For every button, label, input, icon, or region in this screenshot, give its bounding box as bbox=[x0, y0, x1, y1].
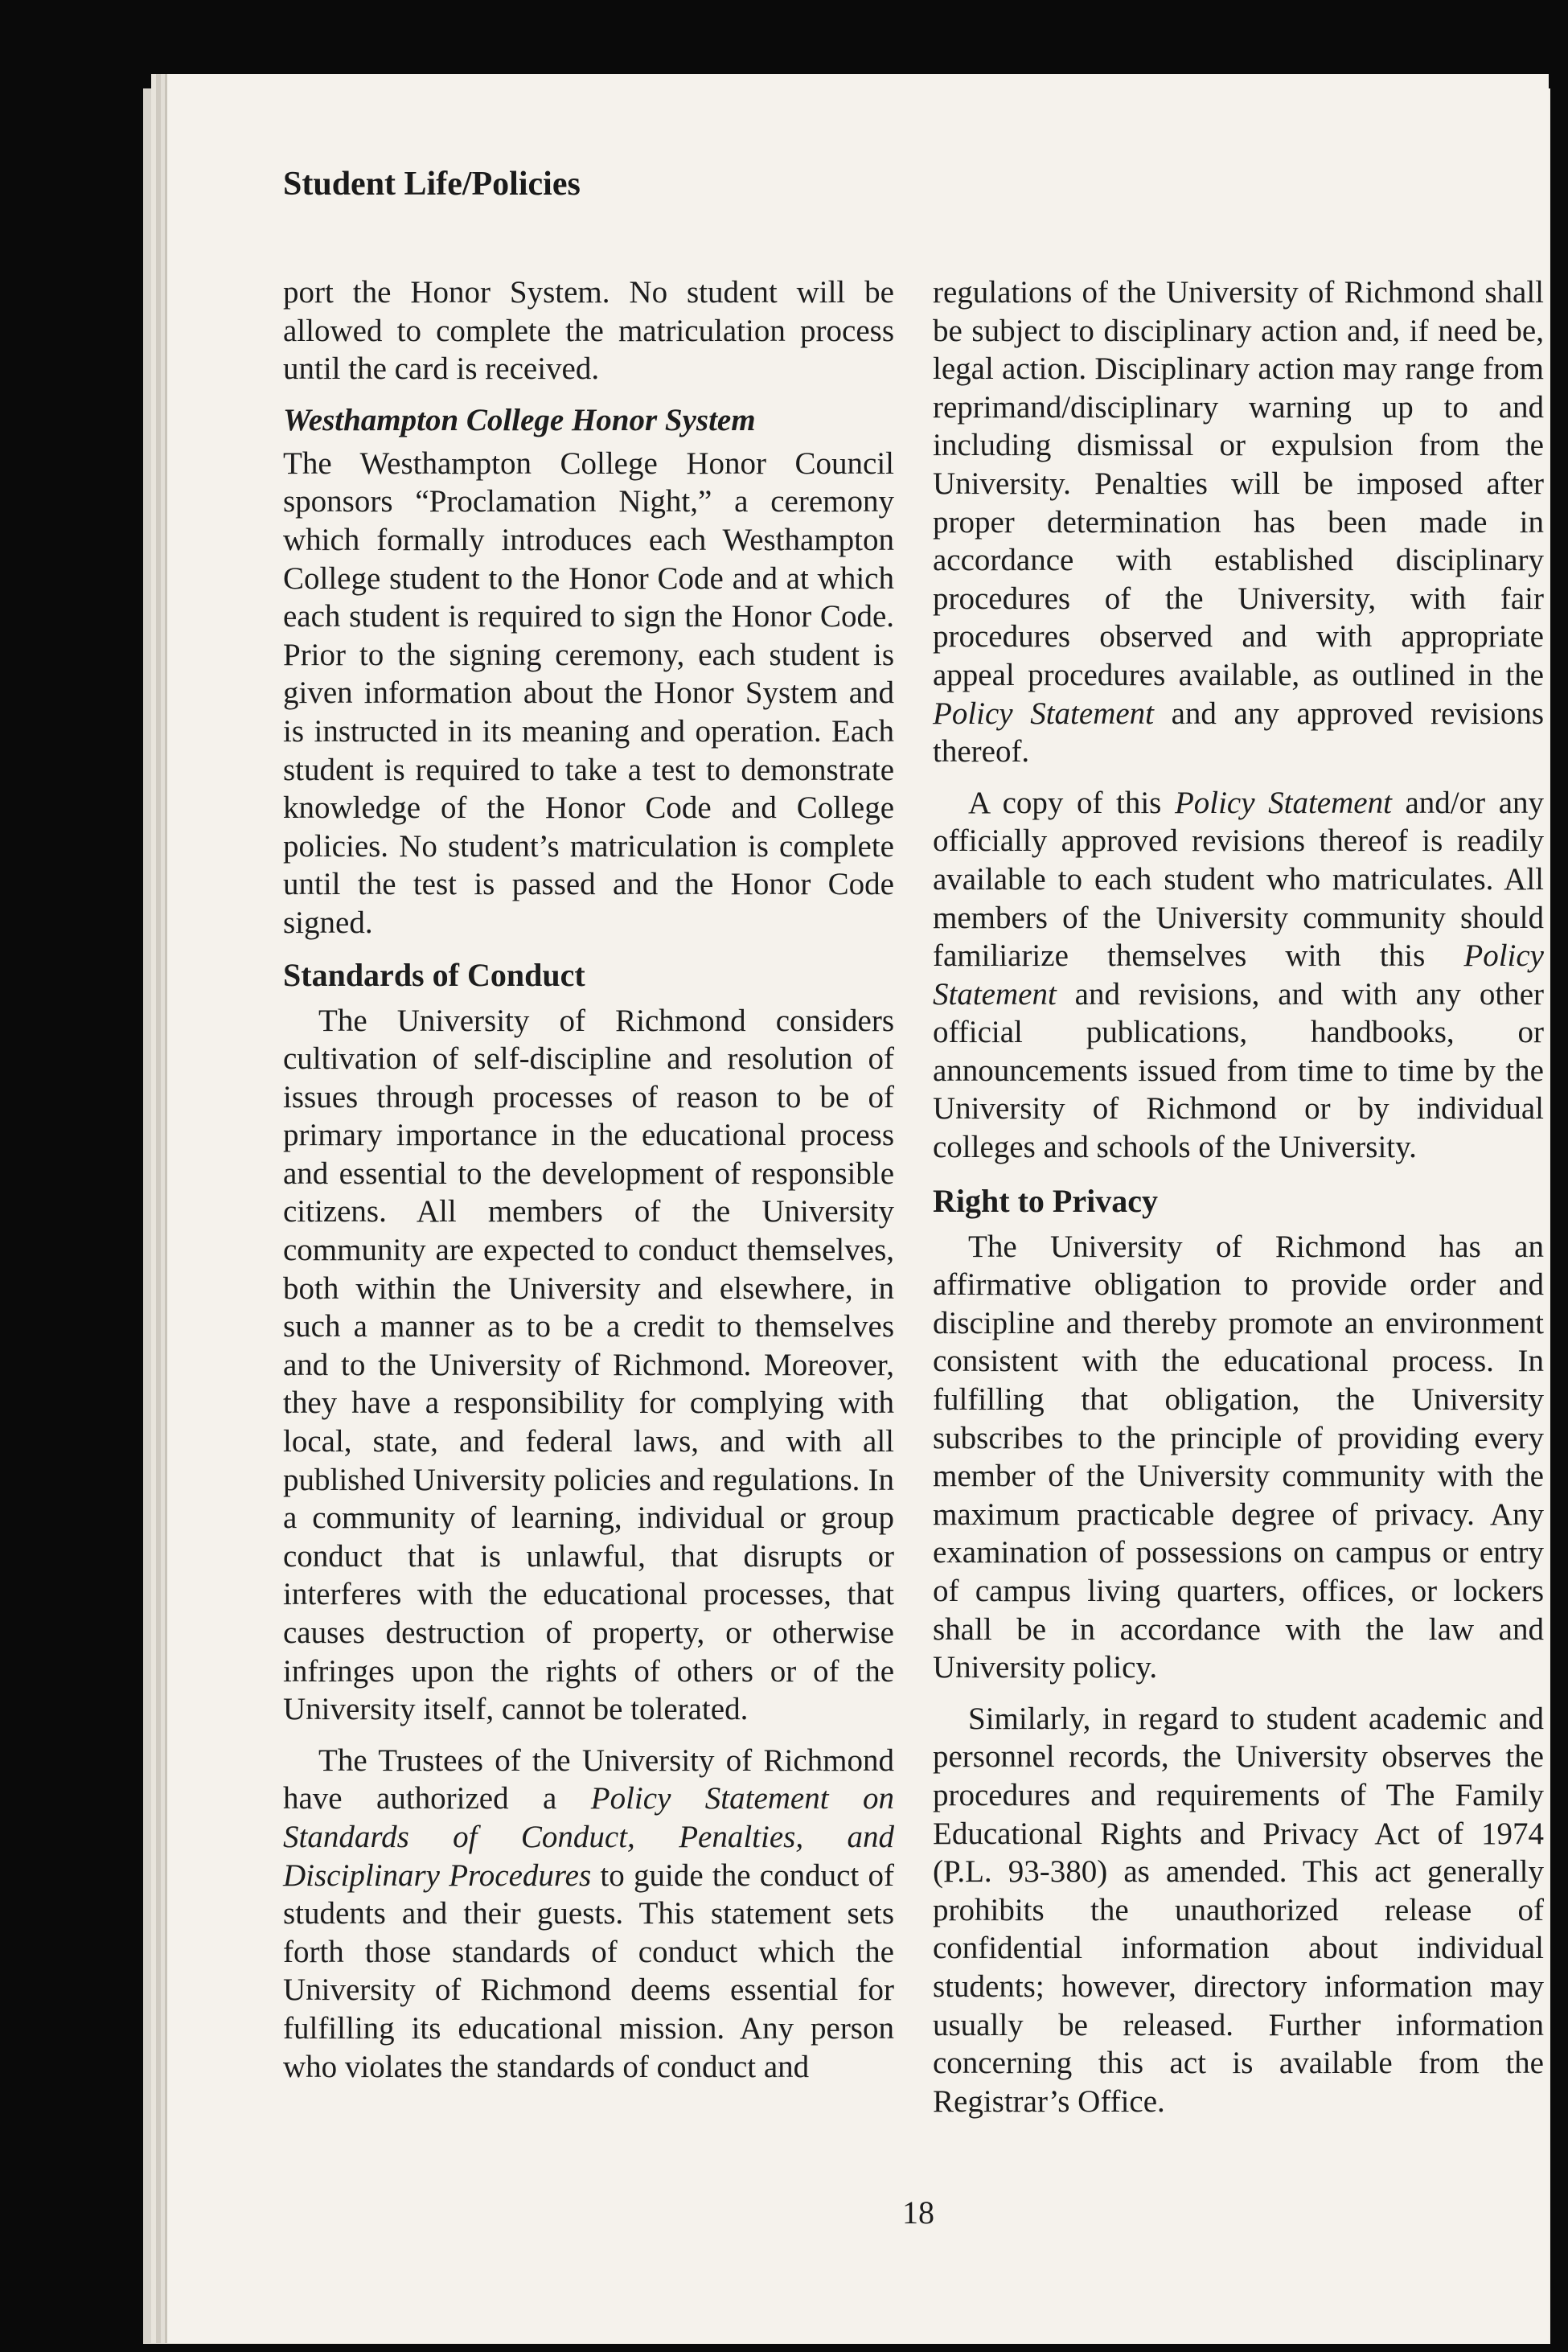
paragraph-westhampton-honor: The Westhampton College Honor Council sponsors “Proclamation Night,” a ceremony which formally introduces each Westhampton College student to the Honor Code and at which each student is required to sign the Honor Code. Prior to the signing ceremony, each student is given information about the Honor System and is instructed in its meaning and operation. Each student is required to take a test to demonstrate knowledge of the Honor Code and College policies. No student’s matriculation is complete until the test is passed and the Honor Code signed. bbox=[283, 445, 894, 940]
policy-statement-title: Policy Statement on Standards of Conduct, Penalties, and Disciplinary Procedures bbox=[283, 1781, 894, 1893]
paragraph-continuation: port the Honor System. No student will be allowed to complete the matriculation process until the card is received. bbox=[283, 275, 894, 387]
policy-statement-ref: Policy Statement bbox=[933, 696, 1155, 731]
text-run: and any approved revisions thereof. bbox=[933, 696, 1544, 770]
left-column bbox=[283, 273, 894, 2099]
running-header bbox=[283, 165, 581, 203]
text-run: and/or any officially approved revisions thereof is readily available to each student who matriculates. All members of the University community should familiarize themselves with this bbox=[933, 785, 1544, 974]
header-subsection: Policies bbox=[471, 166, 581, 203]
policy-statement-ref: Policy Statement bbox=[1174, 785, 1392, 820]
paragraph-records: Similarly, in regard to student academic and personnel records, the University observes the procedures and requirements of The Family Educational Rights and Privacy Act of 1974 (P.L. 93-380) as amended. This act generally prohibits the unauthorized release of confidential information about individual students; however, directory information may usually be released. Further information concerning this act is available from the Registrar’s Office. bbox=[933, 1701, 1544, 2119]
header-separator: / bbox=[462, 166, 472, 203]
paragraph-copy-of-policy bbox=[933, 784, 1544, 1167]
policy-statement-ref: Policy Statement bbox=[933, 938, 1544, 1012]
text-run: and revisions, and with any other official publications, handbooks, or announcements issued from time to time by the University of Richmond or by individual colleges and schools of the University. bbox=[933, 976, 1544, 1165]
heading-westhampton-honor-system: Westhampton College Honor System bbox=[283, 402, 756, 437]
heading-right-to-privacy: Right to Privacy bbox=[933, 1182, 1158, 1219]
text-run: A copy of this bbox=[968, 785, 1175, 820]
heading-standards-of-conduct: Standards of Conduct bbox=[283, 956, 585, 993]
paragraph-trustees bbox=[283, 1742, 894, 2086]
text-run: to guide the conduct of students and their guests. This statement sets forth those standards of conduct which the University of Richmond deems essential for fulfilling its educational mission. Any person who violates the standards of conduct and bbox=[283, 1857, 894, 2084]
text-run: The Trustees of the University of Richmond have authorized a bbox=[283, 1742, 894, 1816]
paragraph-regulations bbox=[933, 273, 1544, 771]
paragraph-privacy: The University of Richmond has an affirmative obligation to provide order and discipline and thereby promote an environment consistent with the educational process. In fulfilling that obligation, the University subscribes to the principle of providing every member of the University community with the maximum practicable degree of privacy. Any examination of possessions on campus or entry of campus living quarters, offices, or lockers shall be in accordance with the law and University policy. bbox=[933, 1229, 1544, 1685]
text-run: regulations of the University of Richmond shall be subject to disciplinary action and, if need be, legal action. Disciplinary action may range from reprimand/disciplinary warning up to and including dismissal or expulsion from the University. Penalties will be imposed after proper determination has been made in accordance with established disciplinary procedures of the University, with fair procedures observed and with appropriate appeal procedures available, as outlined in the bbox=[933, 275, 1544, 692]
header-section: Student Life bbox=[283, 166, 462, 203]
page-number: 18 bbox=[902, 2194, 934, 2231]
right-column bbox=[933, 273, 1544, 2133]
paragraph-standards-conduct: The University of Richmond considers cultivation of self-discipline and resolution of issues through processes of reason to be of primary importance in the educational process and essential to the development of responsible citizens. All members of the University community are expected to conduct themselves, both within the University and elsewhere, in such a manner as to be a credit to themselves and to the University of Richmond. Moreover, they have a responsibility for complying with local, state, and federal laws, and with all published University policies and regulations. In a community of learning, individual or group conduct that is unlawful, that disrupts or interferes with the educational processes, that causes destruction of property, or otherwise infringes upon the rights of others or of the University itself, cannot be tolerated. bbox=[283, 1003, 894, 1727]
